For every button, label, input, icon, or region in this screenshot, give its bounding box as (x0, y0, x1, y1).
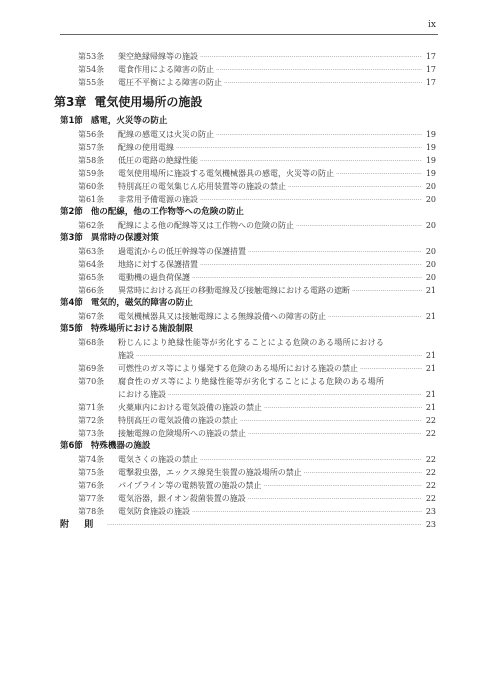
page-ref: 21 (425, 403, 436, 412)
entry-title: 配線による他の配線等又は工作物への危険の防止 (118, 221, 294, 230)
section-title: 電気的，磁気的障害の防止 (90, 298, 193, 308)
article-number: 第66条 (78, 286, 105, 295)
leader-dots (200, 258, 422, 272)
leader-dots (296, 219, 422, 233)
leader-dots (264, 479, 422, 493)
leader-dots (304, 466, 422, 480)
entry-title: 電気機械器具又は接触電線による無線設備への障害の防止 (118, 312, 326, 321)
section-heading[interactable] (60, 323, 436, 336)
page-ref: 21 (425, 364, 436, 373)
article-number: 第64条 (78, 260, 105, 269)
entry-title: 特別高圧の電気設備の施設の禁止 (118, 416, 238, 425)
entry-title: 地絡に対する保護措置 (118, 260, 198, 269)
entry-title: 電気使用場所に施設する電気機械器具の感電，火災等の防止 (118, 169, 334, 178)
section-number: 第1節 (60, 116, 83, 126)
leader-dots (200, 50, 422, 64)
section-title: 感電，火災等の防止 (90, 116, 168, 126)
chapter-number: 第3章 (54, 95, 87, 109)
article-number: 第67条 (78, 312, 105, 321)
entry-title: 異常時における高圧の移動電線及び接触電線における電路の遮断 (118, 286, 350, 295)
leader-dots (360, 362, 422, 376)
toc-entry[interactable] (60, 128, 436, 141)
article-number: 第69条 (78, 364, 105, 373)
page-ref: 20 (425, 260, 436, 269)
toc-entry[interactable] (60, 284, 436, 297)
page-ref: 17 (425, 78, 436, 87)
toc-entry[interactable] (60, 362, 436, 375)
toc-entry[interactable] (60, 310, 436, 323)
section-title: 特殊場所における施設制限 (90, 324, 193, 334)
section-heading[interactable] (60, 297, 436, 310)
page-ref: 21 (425, 286, 436, 295)
article-number: 第75条 (78, 468, 105, 477)
page-ref: 19 (425, 156, 436, 165)
toc-entry[interactable] (60, 76, 436, 89)
article-number: 第71条 (78, 403, 105, 412)
leader-dots (240, 414, 422, 428)
entry-title: 電撃殺虫器，エックス線発生装置の施設場所の禁止 (118, 468, 302, 477)
leader-dots (248, 427, 422, 441)
entry-title: 配線の感電又は火災の防止 (118, 130, 214, 139)
leader-dots (288, 180, 422, 194)
toc-entry[interactable] (60, 453, 436, 466)
article-number: 第59条 (78, 169, 105, 178)
toc-entry[interactable] (60, 193, 436, 206)
toc-entry[interactable] (60, 154, 436, 167)
section-number: 第5節 (60, 324, 83, 334)
article-number: 第53条 (78, 52, 105, 61)
leader-dots (192, 505, 422, 519)
entry-title: 施設 (118, 351, 134, 360)
article-number: 第54条 (78, 65, 105, 74)
toc-entry[interactable] (60, 258, 436, 271)
page-ref: 21 (425, 390, 436, 399)
leader-dots (336, 167, 422, 181)
entry-title: 特別高圧の電気集じん応用装置等の施設の禁止 (118, 182, 286, 191)
article-number: 第60条 (78, 182, 105, 191)
section-heading[interactable] (60, 115, 436, 128)
article-number: 第56条 (78, 130, 105, 139)
leader-dots (200, 453, 422, 467)
page-ref: 20 (425, 247, 436, 256)
page-number: ix (428, 20, 436, 30)
entry-title: 電気さくの施設の禁止 (118, 455, 198, 464)
article-number: 第70条 (78, 377, 105, 386)
entry-title: 電気浴器，銀イオン殺菌装置の施設 (118, 494, 246, 503)
section-number: 第6節 (60, 441, 83, 451)
section-number: 第4節 (60, 298, 83, 308)
page-ref: 20 (425, 195, 436, 204)
section-title: 特殊機器の施設 (90, 441, 151, 451)
article-number: 第65条 (78, 273, 105, 282)
article-number: 第57条 (78, 143, 105, 152)
entry-title: 電気防食施設の施設 (118, 507, 190, 516)
entry-title: における施設 (118, 390, 166, 399)
article-number: 第77条 (78, 494, 105, 503)
page-ref: 22 (425, 468, 436, 477)
toc-entry[interactable] (60, 466, 436, 479)
leader-dots (136, 349, 422, 363)
toc-entry[interactable] (60, 50, 436, 63)
article-number: 第68条 (78, 338, 105, 347)
entry-title-first-line: 腐食性のガス等により絶縁性能等が劣化することによる危険のある場所 (118, 377, 385, 386)
page-ref: 17 (425, 65, 436, 74)
toc-entry[interactable] (60, 427, 436, 440)
article-number: 第73条 (78, 429, 105, 438)
entry-title: 低圧の電路の絶縁性能 (118, 156, 198, 165)
leader-dots (264, 401, 422, 415)
table-of-contents (54, 50, 436, 531)
entry-title: 非常用予備電源の施設 (118, 195, 198, 204)
page-ref: 19 (425, 130, 436, 139)
page-ref: 22 (425, 481, 436, 490)
section-number: 第2節 (60, 207, 83, 217)
page-ref: 22 (425, 429, 436, 438)
article-number: 第74条 (78, 455, 105, 464)
article-number: 第62条 (78, 221, 105, 230)
section-number: 第3節 (60, 233, 83, 243)
leader-dots (200, 193, 422, 207)
page-ref: 22 (425, 416, 436, 425)
page-ref: 20 (425, 221, 436, 230)
entry-title: 架空絶縁帰線等の施設 (118, 52, 198, 61)
article-number: 第58条 (78, 156, 105, 165)
page-ref: 23 (425, 507, 436, 516)
leader-dots (107, 518, 422, 532)
toc-entry[interactable] (60, 141, 436, 154)
leader-dots (248, 492, 422, 506)
toc-entry[interactable] (60, 388, 436, 401)
toc-entry[interactable] (60, 505, 436, 518)
entry-title: 可燃性のガス等により爆発する危険のある場所における施設の禁止 (118, 364, 358, 373)
entry-title: 電動機の過負荷保護 (118, 273, 190, 282)
toc-entry[interactable] (60, 349, 436, 362)
article-number: 第61条 (78, 195, 105, 204)
header-rule (60, 34, 438, 35)
leader-dots (168, 388, 422, 402)
leader-dots (176, 141, 422, 155)
entry-title: 火薬庫内における電気設備の施設の禁止 (118, 403, 262, 412)
page-ref: 17 (425, 52, 436, 61)
page-ref: 20 (425, 273, 436, 282)
toc-entry[interactable] (60, 219, 436, 232)
appendix-entry[interactable] (60, 518, 436, 531)
toc-entry[interactable] (60, 271, 436, 284)
page-ref: 22 (425, 494, 436, 503)
toc-entry[interactable] (60, 492, 436, 505)
leader-dots (192, 271, 422, 285)
toc-entry[interactable] (60, 479, 436, 492)
section-heading[interactable] (60, 440, 436, 453)
leader-dots (224, 76, 422, 90)
chapter-heading (54, 91, 436, 113)
article-number: 第76条 (78, 481, 105, 490)
leader-dots (352, 284, 422, 298)
article-number: 第55条 (78, 78, 105, 87)
leader-dots (248, 245, 422, 259)
page-ref: 22 (425, 455, 436, 464)
entry-title-first-line: 粉じんにより絶縁性能等が劣化することによる危険のある場所における (118, 338, 385, 347)
entry-title: 接触電線の危険場所への施設の禁止 (118, 429, 246, 438)
leader-dots (200, 154, 422, 168)
toc-entry[interactable] (60, 414, 436, 427)
entry-title: 配線の使用電線 (118, 143, 174, 152)
leader-dots (328, 310, 422, 324)
entry-title: 過電流からの低圧幹線等の保護措置 (118, 247, 246, 256)
leader-dots (216, 63, 422, 77)
page-ref: 19 (425, 143, 436, 152)
section-heading[interactable] (60, 206, 436, 219)
toc-entry[interactable] (60, 167, 436, 180)
page-ref: 21 (425, 312, 436, 321)
toc-entry[interactable] (60, 401, 436, 414)
toc-entry[interactable] (60, 180, 436, 193)
toc-entry[interactable] (60, 245, 436, 258)
page-ref: 23 (425, 520, 436, 529)
section-title: 他の配線，他の工作物等への危険の防止 (90, 207, 244, 217)
page-ref: 21 (425, 351, 436, 360)
toc-entry-first-line (60, 336, 436, 349)
entry-title: 電食作用による障害の防止 (118, 65, 214, 74)
page-ref: 20 (425, 182, 436, 191)
entry-title: 電圧不平衡による障害の防止 (118, 78, 222, 87)
article-number: 第78条 (78, 507, 105, 516)
page-ref: 19 (425, 169, 436, 178)
leader-dots (216, 128, 422, 142)
article-number: 第63条 (78, 247, 105, 256)
entry-title: パイプライン等の電熱装置の施設の禁止 (118, 481, 262, 490)
section-title: 異常時の保護対策 (90, 233, 159, 243)
appendix-label: 附 則 (60, 520, 97, 530)
chapter-title: 電気使用場所の施設 (94, 95, 203, 109)
section-heading[interactable] (60, 232, 436, 245)
toc-entry-first-line (60, 375, 436, 388)
article-number: 第72条 (78, 416, 105, 425)
toc-entry[interactable] (60, 63, 436, 76)
